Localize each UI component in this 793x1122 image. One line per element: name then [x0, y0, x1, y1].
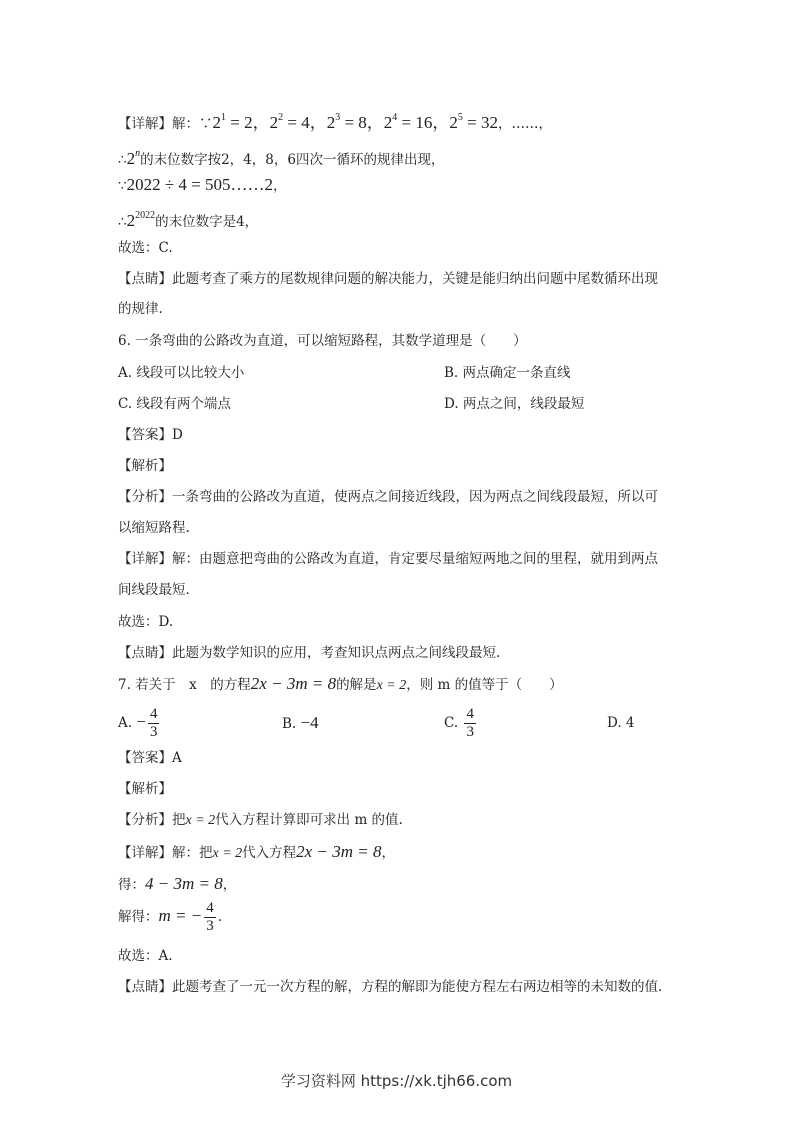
s5-choice: 故选：C. — [118, 240, 173, 256]
footer-watermark: 学习资料网 https://xk.tjh66.com — [280, 1072, 513, 1090]
power-sequence: $2^1 = 2$，$2^2 = 4$，$2^3 = 8$，$2^4 = 16$，$2^5 = 32$ — [212, 112, 498, 132]
q6-analysis-2: 以缩短路程. — [118, 520, 190, 536]
s5-comment-1: 【点睛】此题考查了乘方的尾数规律问题的解决能力，关键是能归纳出问题中尾数循环出现 — [118, 271, 658, 287]
q6-comment: 【点睛】此题为数学知识的应用，考查知识点两点之间线段最短. — [118, 645, 501, 661]
q6-option-b: B. 两点确定一条直线 — [444, 365, 571, 381]
q7-jiexi: 【解析】 — [118, 781, 172, 797]
fraction: $\frac{4}{3}$ — [206, 900, 214, 934]
q6-detail-1: 【详解】解：由题意把弯曲的公路改为直道，肯定要尽量缩短两地之间的里程，就用到两点 — [118, 551, 658, 567]
s5-detail-line: 【详解】解：$\because 2^1 = 2$，$2^2 = 4$，$2^3 = 8$，$2^4 = 16$，$2^5 = 32$，……， — [118, 112, 552, 132]
q7-comment: 【点睛】此题考查了一元一次方程的解，方程的解即为能使方程左右两边相等的未知数的值. — [118, 979, 663, 995]
q6-jiexi: 【解析】 — [118, 458, 172, 474]
q7-option-a: A. − $\frac{4}{3}$ — [118, 706, 158, 740]
s5-division-line: ∵2022 ÷ 4 = 505……2， — [118, 175, 287, 194]
fraction: $\frac{4}{3}$ — [149, 706, 158, 740]
q6-answer: 【答案】D — [118, 427, 183, 443]
q7-choice: 故选：A. — [118, 948, 173, 964]
q6-option-c: C. 线段有两个端点 — [118, 396, 231, 412]
s5-comment-2: 的规律. — [118, 301, 163, 317]
q7-stem: 7. 若关于 x 的方程2x − 3m = 8的解是x = 2，则 m 的值等于（ ） — [118, 674, 563, 693]
q6-option-a: A. 线段可以比较大小 — [118, 365, 245, 381]
q6-choice: 故选：D. — [118, 614, 174, 630]
fraction: $\frac{4}{3}$ — [466, 706, 474, 740]
q7-substituted: 得：4 − 3m = 8， — [118, 874, 237, 893]
q6-option-d: D. 两点之间，线段最短 — [444, 396, 585, 412]
q7-option-d: D. 4 — [607, 715, 635, 731]
q7-option-c: C. $\frac{4}{3}$ — [444, 706, 474, 740]
q6-analysis-1: 【分析】一条弯曲的公路改为直道，使两点之间接近线段，因为两点之间线段最短，所以可 — [118, 489, 658, 505]
q7-answer: 【答案】A — [118, 750, 182, 766]
q7-option-b: B. −4 — [282, 713, 319, 732]
q6-detail-2: 间线段最短. — [118, 582, 190, 598]
s5-result-line: $\therefore 2^{2022}$的末位数字是4， — [118, 210, 259, 230]
q7-detail: 【详解】解：把x = 2代入方程2x − 3m = 8， — [118, 842, 395, 861]
q7-solution: 解得：m = − $\frac{4}{3}$ . — [118, 900, 223, 934]
q7-analysis: 【分析】把x = 2代入方程计算即可求出 m 的值. — [118, 812, 403, 828]
s5-cycle-line: ∴2$^n$的末位数字按2，4，8，6四次一循环的规律出现， — [118, 148, 445, 168]
q6-stem: 6. 一条弯曲的公路改为直道，可以缩短路程，其数学道理是（ ） — [118, 333, 527, 349]
